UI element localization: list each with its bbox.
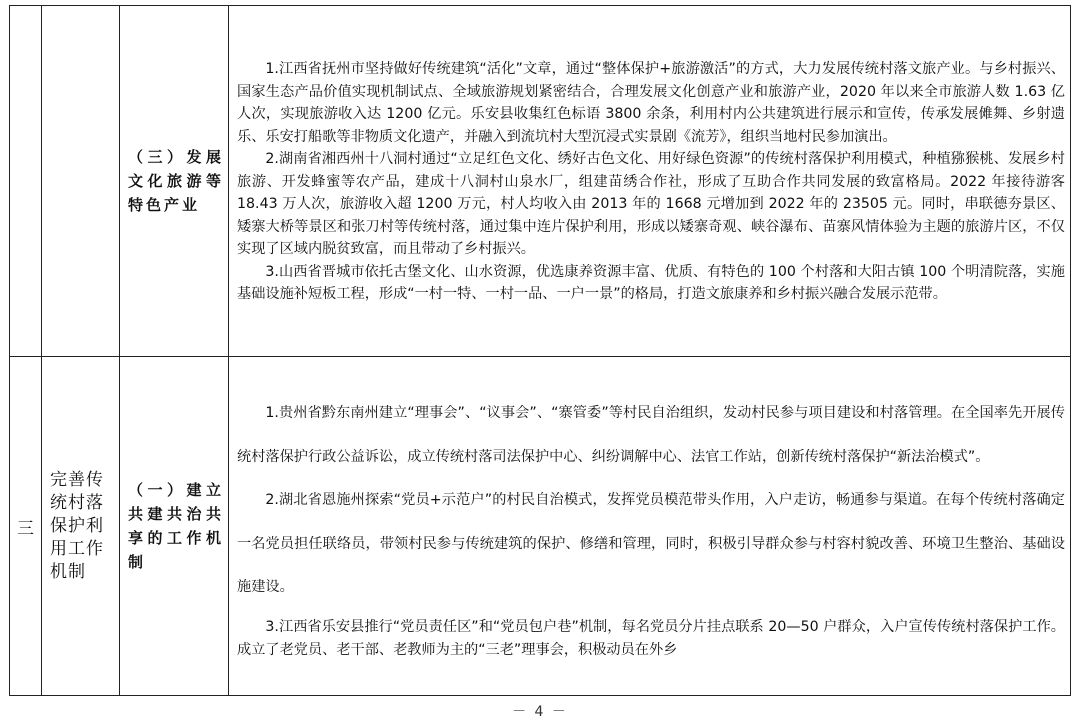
section-number-cell: 三 <box>10 357 42 696</box>
table-row <box>10 357 1071 696</box>
table-row <box>10 6 1071 357</box>
case-paragraph: 3.江西省乐安县推行“党员责任区”和“党员包户巷”机制，每名党员分片挂点联系 20—50 户群众，入户宣传传统村落保护工作。成立了老党员、老干部、老教师为主的“三老”理事会，积极动员在外乡 <box>237 618 1065 658</box>
measures-table <box>9 5 1071 696</box>
measure-cell: （三）发展文化旅游等特色产业 <box>120 6 229 357</box>
case-paragraph: 1.江西省抚州市坚持做好传统建筑“活化”文章，通过“整体保护+旅游激活”的方式，大力发展传统村落文旅产业。与乡村振兴、国家生态产品价值实现机制试点、全域旅游规划紧密结合，合理发展文化创意产业和旅游产业，2020 年以来全市旅游人数 1.63 亿人次，实现旅游收入达 1200 亿元。乐安县收集红色标语 3800 余条，利用村内公共建筑进行展示和宣传，传承发展傩舞、乡射遗乐、乐安打船歌等非物质文化遗产，并融入到流坑村大型沉浸式实景剧《流芳》，组织当地村民参加演出。 <box>237 61 1065 145</box>
case-content-cell <box>229 357 1071 696</box>
case-paragraph: 2.湖北省恩施州探索“党员+示范户”的村民自治模式，发挥党员模范带头作用，入户走访，畅通参与渠道。在每个传统村落确定一名党员担任联络员，带领村民参与传统建筑的保护、修缮和管理，同时，积极引导群众参与村容村貌改善、环境卫生整治、基础设施建设。 <box>237 492 1065 596</box>
measure-cell: （一）建立共建共治共享的工作机制 <box>120 357 229 696</box>
case-paragraph: 2.湖南省湘西州十八洞村通过“立足红色文化、绣好古色文化、用好绿色资源”的传统村落保护利用模式，种植猕猴桃、发展乡村旅游、开发蜂蜜等农产品，建成十八洞村山泉水厂，组建苗绣合作社，形成了互助合作共同发展的致富格局。2022 年接待游客 18.43 万人次，旅游收入超 1200 万元，村人均收入由 2013 年的 1668 元增加到 2022 年的 23505 元。同时，串联德夯景区、矮寨大桥等景区和张刀村等传统村落，通过集中连片保护利用，形成以矮寨奇观、峡谷瀑布、苗寨风情体验为主题的旅游片区，不仅实现了区域内脱贫致富，而且带动了乡村振兴。 <box>237 151 1065 258</box>
category-cell <box>42 6 120 357</box>
case-content-cell <box>229 6 1071 357</box>
case-paragraph: 1.贵州省黔东南州建立“理事会”、“议事会”、“寨管委”等村民自治组织，发动村民参与项目建设和村落管理。在全国率先开展传统村落保护行政公益诉讼，成立传统村落司法保护中心、纠纷调解中心、法官工作站，创新传统村落保护“新法治模式”。 <box>237 405 1065 465</box>
category-cell: 完善传统村落保护利用工作机制 <box>42 357 120 696</box>
case-paragraph: 3.山西省晋城市依托古堡文化、山水资源，优选康养资源丰富、优质、有特色的 100 个村落和大阳古镇 100 个明清院落，实施基础设施补短板工程，形成“一村一特、一村一品、一户一景”的格局，打造文旅康养和乡村振兴融合发展示范带。 <box>237 263 1065 303</box>
section-number-cell <box>10 6 42 357</box>
page-number: － 4 － <box>512 704 568 720</box>
